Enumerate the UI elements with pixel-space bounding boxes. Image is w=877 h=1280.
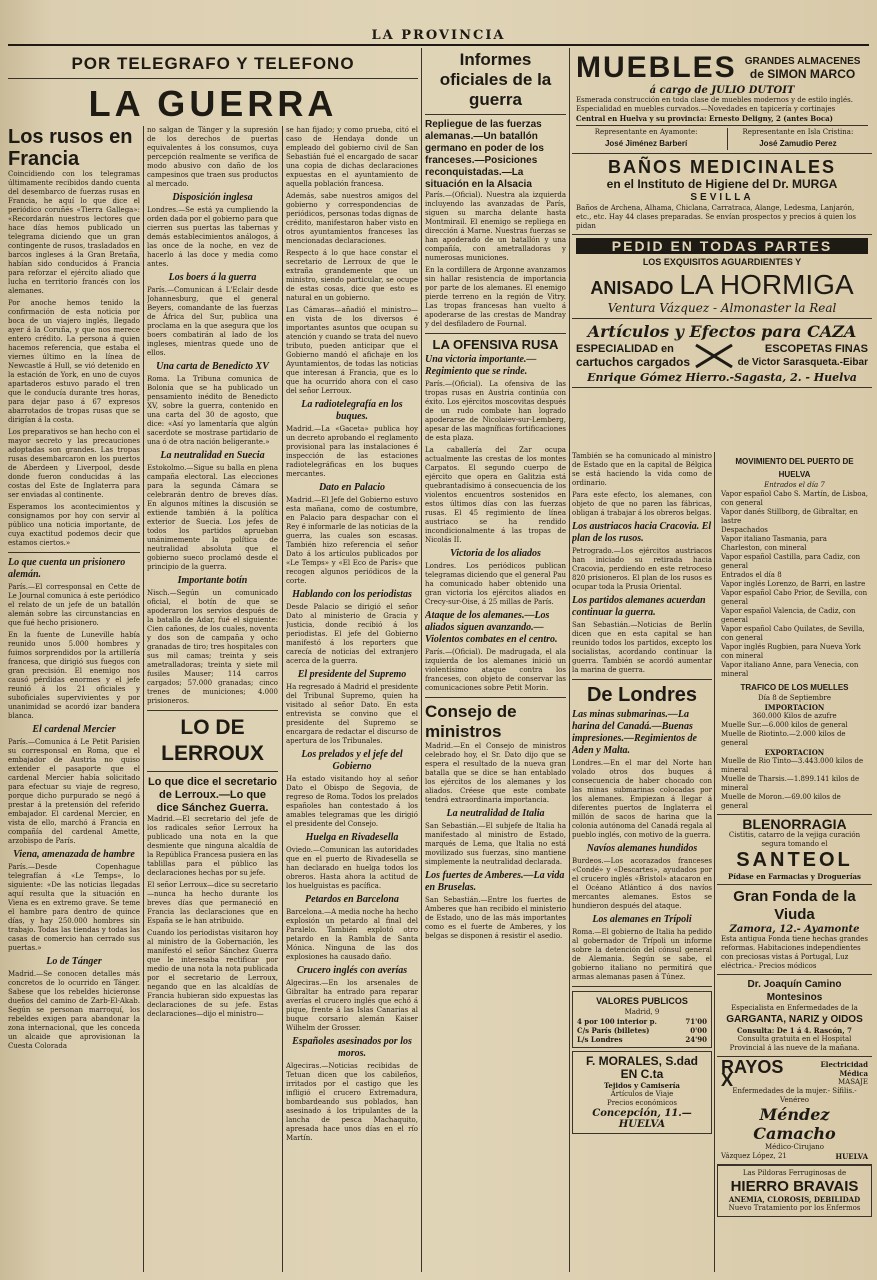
headline-consejo: Consejo de ministros xyxy=(425,702,517,741)
puerto-entry: Vapor inglés Rugbien, para Nueva York con mineral xyxy=(721,643,861,660)
subhead-botin: Importante botín xyxy=(177,575,248,586)
article-paragraph: En la cordillera de Argonne avanzamos sin hallar resistencia de importancia por parte de los alemanes. El enemigo pierde terreno en la región de Vitry. Las tropas francesas han vuelto á apoderarse de las crestas de Mandray y del desfiladero de Fournal. xyxy=(425,266,566,328)
subhead-lerroux: Lo que dice el secretario de Lerroux.—Lo que dice Sánchez Guerra. xyxy=(148,776,277,814)
headline-ofensiva-rusa: LA OFENSIVA RUSA xyxy=(432,337,559,352)
article-paragraph: Londres. Los periódicos publican telegramas diciendo que el general Pau ha comunicado haber obtenido una gran victoria los ejércitos aliados en Crecy-sur-Oise, á 25 millas de París. xyxy=(425,562,566,606)
subhead-partidos: Los partidos alemanes acuerdan continuar la guerra. xyxy=(572,595,706,618)
exportacion-entry: Muelle de Rio Tinto—3.443.000 kilos de mineral xyxy=(721,757,864,774)
article-paragraph: París.—(Oficial). La ofensiva de las tropas rusas en Austria continúa con éxito. Los ejércitos moscovitas después de un rudo combate han logrado apoderarse de Nicolaiev-sur-Lemberg, apesar de las magníficas fortificaciones de esta plaza. xyxy=(425,380,566,442)
article-paragraph: Madrid.—La «Gaceta» publica hoy un decreto aprobando el reglamento provisional para las instalaciones é inspección de las estaciones radiotelegráficas en los buques mercantes. xyxy=(286,425,418,478)
article-paragraph: Londres.—En el mar del Norte han volado otros dos buques á consecuencia de haber chocado con las minas submarinas colocadas por los alemanes. Empiezan á llegar á diferentes puertos de Inglaterra el millón de sacos de harina que la colonia autónoma del Canadá regala al pueblo inglés, con motivo de la guerra. xyxy=(572,759,712,839)
article-paragraph: El señor Lerroux—dice su secretario—nunca ha hecho durante los breves días que permaneció en Francia las declaraciones que en España se le han atribuido. xyxy=(147,881,278,925)
subhead-cracovia: Los austriacos hacia Cracovia. El plan de los rusos. xyxy=(572,521,712,544)
subhead-navios: Navíos alemanes hundidos xyxy=(586,843,698,854)
article-paragraph: Estokolmo.—Sigue su balla en plena campaña electoral. Las elecciones para la segunda Cámara se celebrarán dentro de breves días. En algunos mítines la discusión se extiende también á la política exterior de Suecia. Los jefes de todos los partidos aprueban unánimemente la política de neutralidad absoluta que el gobierno sueco proclamó desde el principio de la guerra. xyxy=(147,464,278,571)
ad-rayos: RAYOS X Electricidad Médica MASAJE Enfermedades de la mujer.- Sífilis.- Venéreo Méndez Camacho Médico-Cirujano Vázquez López, 21 HUELVA xyxy=(717,1057,872,1165)
article-paragraph: Nisch.—Según un comunicado oficial, el botín de que se apoderaron los servios después de la batalla de Adar, fué el siguiente: Cien cañones, de los cuales, noventa y dos son de campaña y ocho granadas de tiro; tres hospitales con sus mil camas; treinta y seis ametralladoras; treinta y siete mil fusiles Mauser; 114 carros cargados; 57.000 granadas; cinco trenes de municiones; 4.000 prisioneros. xyxy=(147,589,278,705)
valores-label: C/s París (billetes) xyxy=(577,1026,650,1035)
valores-row xyxy=(577,1035,707,1044)
puerto-entry: Vapor italiano Anne, para Venecia, con mineral xyxy=(721,661,859,678)
headline-lerroux: LO DE LERROUX xyxy=(161,716,264,765)
masthead-rule xyxy=(8,44,869,46)
article-paragraph: Ha estado visitando hoy al señor Dato el Obispo de Segovia, de regreso de Roma. Todos los prelados españoles han contestado á los amables telegramas que les dirigió el presidente del Consejo. xyxy=(286,775,418,828)
subhead-ataque: Ataque de los alemanes.—Los aliados siguen avanzando.—Violentos combates en el centro. xyxy=(425,610,558,645)
article-paragraph: se han fijado; y como prueba, citó el caso de Hendaya donde un empleado del gobierno civil de San Sebastián fué el encargado de sacar una copia de dichas declaraciones expuestas en el ayuntamiento de aquella población francesa. xyxy=(286,126,418,188)
article-paragraph: Madrid.—Se conocen detalles más concretos de lo ocurrido en Tánger. Sabese que los rebeldes hicieronse dueños del camino de Zarb-El-Akab. Según se personan marroquí, los rebeldes exigen para abandonar la zona internacional, que les conceda un alcaide que aprovisionan la Cuesta Colorada xyxy=(8,970,140,1050)
ad-caza: Artículos y Efectos para CAZA ESPECIALIDAD en cartuchos cargados ESCOPETAS FINAS de Victor Sarasqueta.-Eibar Enrique Gómez Hierro.-Sagasta, 2. - Huelva xyxy=(572,319,872,388)
subhead-suecia: La neutralidad en Suecia xyxy=(160,450,265,461)
ad-puerto: MOVIMIENTO DEL PUERTO DE HUELVA Entrados el día 7 Vapor español Cabo S. Martín, de Lisboa, con general Vapor danés Stillborg, de Gibraltar, en lastre Despachados Vapor italiano Tasmania, para Charleston, con mineral Vapor español Castilla, para Cadiz, con general Entrados el día 8 Vapor inglés Lorenzo, de Barri, en lastre Vapor español Cabo Prior, de Sevilla, con general Vapor español Valencia, de Cadiz, con general Vapor español Cabo Quilates, de Sevilla, con general Vapor inglés Rugbien, para Nueva York con mineral Vapor italiano Anne, para Venecia, con mineral TRAFICO DE LOS MUELLES Día 8 de Septiembre IMPORTACION 360.000 Kilos de azufre Muelle Sur.—6.000 kilos de general Muelle de Riotinto.—2.000 kilos de general EXPORTACION Muelle de Rio Tinto—3.443.000 kilos de mineral Muelle de Tharsis.—1.899.141 kilos de mineral Muelle de Moron.—69.00 kilos de general xyxy=(717,452,872,815)
article-paragraph: San Sebastián.—Entre los fuertes de Amberes que han recibido el ministerio de Estado, uno de las más importantes como es el fuerte de Amberes, y los belgas se disponen á resistir el asedio. xyxy=(425,896,566,940)
article-paragraph: Por anoche hemos tenido la confirmación de esta noticia por boca de un viajero inglés, llegado ayer á la Coruña, y que nos merece entero crédito. La persona á quien hacemos referencia, que estaba el viernes último en la línea de Newcastle á Hull, se vió detenido en la estación de York, en uno de cuyos apartaderos estuvo parado el tren que le conducía durante tres horas, para dejar paso á 67 expresos abarrotados de tropas rusas que se dirigían á la costa. xyxy=(8,299,140,424)
section-title: POR TELEGRAFO Y TELEFONO xyxy=(71,54,355,73)
importacion-entry: Muelle Sur.—6.000 kilos de general xyxy=(721,721,848,729)
article-paragraph: Roma.—El gobierno de Italia ha pedido al gobernador de Trípoli un informe sobre la detención del cónsul general de Alemania. Según se sabe, el gobierno italiano no permitirá que armas alemanas pasen á Túnez. xyxy=(572,928,712,981)
subhead-petardos: Petardos en Barcelona xyxy=(305,894,399,905)
subhead-victoria-importante: Una victoria importante.—Regimiento que se rinde. xyxy=(425,354,537,377)
exportacion-entry: Muelle de Tharsis.—1.899.141 kilos de mineral xyxy=(721,775,860,792)
valores-list xyxy=(577,1017,707,1044)
masthead: LA PROVINCIA xyxy=(371,28,506,43)
ad-valores: VALORES PUBLICOS Madrid, 9 4 por 100 interior p. 71'00 C/s París (billetes) 0'00 L/s Londres 24'90 xyxy=(572,991,712,1048)
article-paragraph: Coincidiendo con los telegramas últimamente recibidos dando cuenta del desembarco de fuerzas rusas en Francia, he aquí lo que dice el periódico coruñés «Tierra Gallega»: «Recordarán nuestros lectores que hace días hemos publicado un telegrama diciendo que un gran contingente de rusos, trasladados en barcos ingleses á la Gran Bretaña, habían sido conducidos á Francia para reforzar el ejército aliado que lucha en territorio francés con los alemanes. xyxy=(8,170,140,295)
article-paragraph: Respecto á lo que hace constar el secretario de Lerroux de que le extraña grandemente que un ministro, siendo particular, se ocupe de estas cosas, dice que esto es natural en un gobierno. xyxy=(286,249,418,302)
valores-value: 71'00 xyxy=(685,1017,707,1026)
valores-value: 0'00 xyxy=(690,1026,707,1035)
article-paragraph: Algeciras.—Noticias recibidas de Tetuan dicen que los cabileños, irritados por el castigo que les infligió el crucero Extremadura, bombardeando sus poblados, han asesinado á los tripulantes de la lancha de pesca Machaquito, apresada hace unos días en el río Martín. xyxy=(286,1062,418,1142)
ad-hierro: Las Pildoras Ferruginosas de HIERRO BRAVAIS ANEMIA, CLOROSIS, DEBILIDAD Nuevo Tratamiento por los Enfermos xyxy=(717,1165,872,1217)
article-paragraph: Barcelona.—A media noche ha hecho explosión un petardo al final del Paralelo. También explotó otro petardo en la Rambla de Santa Mónica. Ninguna de las dos explosiones ha causado daño. xyxy=(286,908,418,961)
puerto-entry: Vapor inglés Lorenzo, de Barri, en lastre xyxy=(721,580,866,588)
article-paragraph: París.—Comunican á L'Eclair desde Johannesburg, que el general Beyers, comandante de las fuerzas de África del Sur, publica una proclama en la que asegura que los boers combatirán al lado de los ingleses, mientras quede uno de ellos. xyxy=(147,286,278,357)
valores-label: L/s Londres xyxy=(577,1035,623,1044)
article-paragraph: Burdeos.—Los acorazados franceses «Condé» y «Descartes», ayudados por el crucero inglés «Bristol» atacaron en el Océano Atlántico á dos navíos mercantes alemanes. Estos se hundieron después del ataque. xyxy=(572,857,712,910)
subhead-viena: Viena, amenazada de hambre xyxy=(13,849,135,860)
column-1 xyxy=(8,126,140,1274)
subhead-prisionero: Lo que cuenta un prisionero alemán. xyxy=(8,557,126,580)
article-paragraph: Ha regresado á Madrid el presidente del Tribunal Supremo, quien ha visitado al señor Dato. En esta entrevista se convino que el presidente del Supremo se encargara de redactar el discurso de apertura de los Tribunales. xyxy=(286,683,418,745)
article-paragraph: Madrid.—El Jefe del Gobierno estuvo esta mañana, como de costumbre, en Palacio para despachar con el Rey é informarle de las noticias de la guerra, las cuales son escasas. También hizo referencia el señor Dato á los artículos publicados por «Le Temps» y «El Eco de París» que recogen algunos periódicos de la corte. xyxy=(286,496,418,585)
puerto-entry: Vapor español Cabo Quilates, de Sevilla, con general xyxy=(721,625,865,642)
muebles-title: MUEBLES xyxy=(576,51,737,84)
ad-morales: F. MORALES, S.dad EN C.ta Tejidos y Camisería Artículos de Viaje Precios económicos Concepción, 11.—HUELVA xyxy=(572,1051,712,1134)
subhead-londres: Las minas submarinas.—La harina del Canadá.—Buenas impresiones.—Regimientos de Aden y Malta. xyxy=(572,709,697,756)
ad-blenorragia: BLENORRAGIA Cistitis, catarro de la vejiga curación segura tomando el SANTEOL Pídase en Farmacias y Droguerías xyxy=(717,815,872,885)
ad-muebles: MUEBLES GRANDES ALMACENES de SIMON MARCO á cargo de JULIO DUTOIT Esmerada construcción en toda clase de muebles modernos y de estilo inglés. Especialidad en muebles curvados.—Novedades en tapicería y cortinajes Central en Huelva y su provincia: Ernesto Deligny, 2 (antes Boca) Representante en Ayamonte: José Jiménez Barberí Representante en Isla Cristina: José Zamudio Perez xyxy=(572,48,872,154)
puerto-entry: Despachados xyxy=(721,526,768,534)
subhead-periodistas: Hablando con los periodistas xyxy=(292,589,412,600)
rifle-icon xyxy=(694,341,734,371)
subhead-repliegue: Repliegue de las fuerzas alemanas.—Un batallón germano en poder de los franceses.—Posiciones reconquistadas.—La situación en la Alsacia xyxy=(425,119,544,190)
valores-label: 4 por 100 interior p. xyxy=(577,1017,657,1026)
ad-montesinos: Dr. Joaquín Camino Montesinos Especialista en Enfermedades de la GARGANTA, NARIZ y OIDOS Consulta: De 1 á 4. Rascón, 7 Consulta gratuita en el Hospital Provincial á las nueve de la mañana. xyxy=(717,975,872,1057)
valores-value: 24'90 xyxy=(685,1035,707,1044)
ad-fonda: Gran Fonda de la Viuda Zamora, 12.- Ayamonte Esta antigua Fonda tiene hechas grandes reformas. Habitaciones independientes con preciosas vistas á Portugal, Luz eléctrica.- Precios módicos xyxy=(717,885,872,975)
headline-informes: Informes oficiales de la guerra xyxy=(439,50,552,109)
puerto-entry: Vapor español Cabo Prior, de Sevilla, con general xyxy=(721,589,868,606)
article-paragraph: Además, sabe nuestros amigos del gobierno y correspondencias de periódicos, personas todas dignas de crédito, manifestaron haber visto en otros ayuntamientos franceses las mencionadas declaraciones. xyxy=(286,192,418,245)
puerto-entry: Vapor italiano Tasmania, para Charleston, con mineral xyxy=(721,535,827,552)
puerto-entry: Entrados el día 8 xyxy=(721,571,782,579)
subhead-espanoles: Españoles asesinados por los moros. xyxy=(292,1036,412,1059)
main-headline-box xyxy=(8,84,418,124)
subhead-huelga: Huelga en Rivadesella xyxy=(305,832,399,843)
ad-banos: BAÑOS MEDICINALES en el Instituto de Higiene del Dr. MURGA SEVILLA Baños de Archena, Alhama, Chiclana, Carratraca, Alange, Ledesma, Lanjarón, etc., etc. Hay 44 clases preparadas. Se envían prospectos y precios á quien los pidan xyxy=(572,154,872,235)
puerto-entry: Vapor danés Stillborg, de Gibraltar, en lastre xyxy=(721,508,858,525)
subhead-italia: La neutralidad de Italia xyxy=(446,808,545,819)
puerto-entry: Vapor español Cabo S. Martín, de Lisboa, con general xyxy=(721,490,868,507)
subhead-amberes: Los fuertes de Amberes.—La vida en Bruselas. xyxy=(425,870,565,893)
subhead-boers: Los boers á la guerra xyxy=(168,272,257,283)
subhead-tripoli: Los alemanes en Trípoli xyxy=(592,914,692,925)
article-paragraph: San Sebastián.—Noticias de Berlín dicen que en esta capital se han reunido todos los partidos, excepto los socialistas, acordando continuar la guerra. También se acordó aumentar la marina de guerra. xyxy=(572,621,712,674)
subhead-benedicto: Una carta de Benedicto XV xyxy=(156,361,269,372)
article-paragraph: París.—El corresponsal en Cette de Le Journal comunica á este periódico el relato de un jefe de un batallón alemán sobre las circunstancias en que fué hecho prisionero. xyxy=(8,583,140,627)
main-headline: LA GUERRA xyxy=(88,84,338,124)
valores-row xyxy=(577,1017,707,1026)
article-paragraph: Esperamos los acontecimientos y consignamos por hoy con servir al público una noticia importante, de cuya exactitud podemos decir que estamos ciertos.» xyxy=(8,503,140,547)
subhead-supremo: El presidente del Supremo xyxy=(297,669,407,680)
column-4 xyxy=(425,48,566,1274)
exportacion-entry: Muelle de Moron.—69.00 kilos de general xyxy=(721,793,841,810)
article-paragraph: La caballería del Zar ocupa actualmente las crestas de los montes Carpatos. El segundo cuerpo de ejército que opera en Galitzia está quebrantadísimo á consecuencia de los violentos encuentros sostenidos en estos últimos días con las fuerzas rusas. El 45 regimiento de línea austriaco se ha rendido incondicionalmente á las tropas de Nicolás II. xyxy=(425,446,566,544)
puerto-list xyxy=(721,490,868,679)
article-paragraph: Los preparativos se han hecho con el mayor secreto y las precauciones adoptadas son grandes. Las tropas rusas desembarcaron en los puertos de Aberdeen y Liverpool, desde donde fueron conducidas á las costas del Este de Inglaterra para ser enviadas al continente. xyxy=(8,428,140,499)
subhead-crucero: Crucero inglés con averías xyxy=(296,965,408,976)
article-paragraph: Petrogrado.—Los ejércitos austriacos han iniciado su retirada hacia Cracovia, perdiendo en este retroceso 820 prisioneros. El plan de los rusos es ocupar toda la Prusia Oriental. xyxy=(572,547,712,591)
article-paragraph: no salgan de Tánger y la supresión de los derechos de puertas equivalentes á los consumos, cuya percepción realmente se verifica de modo abusivo con daño de los campesinos que traen sus productos al mercado. xyxy=(147,126,278,188)
article-paragraph: Londres.—Se está ya cumpliendo la orden dada por el gobierno para que cierren sus puertas las tabernas y demás establecimientos análogos, á las once de la noche, en vez de hacerlo á las doce y media como antes. xyxy=(147,206,278,268)
ads-top xyxy=(572,48,872,448)
article-paragraph: París.—(Oficial). Nuestra ala izquierda incluyendo las avanzadas de París, siguen su marcha delante hasta Montmirail. El enemigo se repliega en dirección á Marne. Nuestras fuerzas se han apoderado de un batallón y una compañía, con ametralladoras y numerosas municiones. xyxy=(425,191,566,262)
article-paragraph: Desde Palacio se dirigió el señor Dato al ministerio de Gracia y Justicia, donde recibió á los periodistas. El jefe del Gobierno manifestó á los reporters que carecía de noticias del extranjero acerca de la guerra. xyxy=(286,603,418,665)
article-paragraph: También se ha comunicado al ministro de Estado que en la capital de Bélgica se está haciendo la vida como de ordinario. xyxy=(572,452,712,487)
article-paragraph: San Sebastián.—El subjefe de Italia ha manifestado al ministro de Estado, marqués de Lema, que Italia no está movilizado sus fuerzas, sino mantiene simplemente la neutralidad declarada. xyxy=(425,822,566,866)
column-2 xyxy=(147,126,278,1274)
article-paragraph: Algeciras.—En los arsenales de Gibraltar ha entrado para reparar averías el crucero inglés que echó á pique, frente á las Islas Canarias al buque corsario alemán Kaiser Wilhelm der Grosser. xyxy=(286,979,418,1032)
importacion-entry: Muelle de Riotinto.—2.000 kilos de general xyxy=(721,730,846,747)
article-paragraph: Las Cámaras—añadió el ministro—en vista de los diversos é importantes asuntos que ocupan su atención y cuando se trata del nuevo tributo, pueden anticipar que el Gobierno mandó el afichaje en los Ayuntamientos, de todas las noticias que interesan á Francia, que es lo que ha ocurrido ahora con el caso del señor Lerroux. xyxy=(286,306,418,395)
ad-hormiga: PEDID EN TODAS PARTES LOS EXQUISITOS AGUARDIENTES Y ANISADO LA HORMIGA Ventura Vázquez - Almonaster la Real xyxy=(572,235,872,319)
article-paragraph: París.—Desde Copenhague telegrafían á «Le Temps», lo siguiente: «De las noticias llegadas aquí resulta que la situación en Viena es en extremo grave. Se teme el hambre para dentro de quince días, y hay 250.000 hombres sin trabajo. Todas las tiendas y todas las casas de comercio han cerrado sus puertas.» xyxy=(8,863,140,952)
column-5 xyxy=(572,452,712,1274)
article-paragraph: En la fuente de Luneville había reunido unos 5.000 hombres y fuimos sorprendidos por la artillería francesa, que dirigió sus fuegos con gran precisión. El enemigo nos causó pérdidas enormes y el jefe reunió á los 21 oficiales y suboficiales supervivientes y por unanimidad se acordó izar bandera blanca. xyxy=(8,631,140,720)
article-paragraph: Roma. La Tribuna comunica de Bolonia que se ha publicado un pensamiento inédito de Benedicto XV, sobre la guerra, contenido en una carta del 30 de agosto, que dice: «Así yo lamentaría que algún sacerdote se mostrase partidario de una ó de otra nación beligerante.» xyxy=(147,375,278,446)
column-6-ads xyxy=(717,452,872,1274)
article-paragraph: Madrid.—El secretario del jefe de los radicales señor Lerroux ha publicado una nota en la que desmiente que ninguna alcaldía de la República Francesa pusiera en las tablillas para el público las declaraciones hechas por su jefe. xyxy=(147,815,278,877)
article-paragraph: Cuando los periodistas visitaron hoy al ministro de la Gobernación, les manifestó el señor Sánchez Guerra que le interesaba rectificar por medio de una nota la nota publicada por el secretario de Lerroux, negando que en las alcaldías de Francia hubieran sido expuestas las declaraciones de su jefe. Estas declaraciones—dijo el ministro— xyxy=(147,929,278,1018)
article-paragraph: Oviedo.—Comunican las autoridades que en el puerto de Rivadesella se han declarado en huelga todos los obreros. Hasta ahora la actitud de los huelguistas es pacífica. xyxy=(286,846,418,890)
headline-londres: De Londres xyxy=(586,684,698,706)
subhead-radio: La radiotelegrafía en los buques. xyxy=(301,399,403,422)
puerto-entry: Vapor español Castilla, para Cadiz, con general xyxy=(721,553,861,570)
subhead-prelados: Los prelados y el jefe del Gobierno xyxy=(301,749,403,772)
subhead-mercier: El cardenal Mercier xyxy=(32,724,116,735)
headline-rusos: Los rusos en Francia xyxy=(8,126,133,170)
article-paragraph: París.—(Oficial). De madrugada, el ala izquierda de los alemanes inició un violentísimo ataque contra los franceses, con objeto de conservar las comunicaciones sobre Petit Morin. xyxy=(425,648,566,692)
article-paragraph: Madrid.—En el Consejo de ministros celebrado hoy, el Sr. Dato dijo que se espera el resultado de la nueva gran batalla que se dice se han entablado los ejércitos de los alemanes y los aliados. Créese que este combate tendrá extraordinaria importancia. xyxy=(425,742,566,804)
subhead-inglesa: Disposición inglesa xyxy=(172,192,253,203)
subhead-tanger: Lo de Tánger xyxy=(46,956,102,967)
article-paragraph: Para este efecto, los alemanes, con objeto de que no paren las fábricas, obligan á trabajar á los obreros belgas. xyxy=(572,491,712,517)
article-paragraph: París.—Comunica á Le Petit Parisien su corresponsal en Roma, que el embajador de Austria no quiso extender el pasaporte que el cardenal Mercier había solicitado para efectuar su viaje de regreso, porque dicho purpurado se negó á prestar á la pretensión del referido embajador. El cardenal Mercier, en vista de ello, marchó á Francia en compañía del cardenal Amette, arzobispo de París. xyxy=(8,738,140,845)
puerto-entry: Vapor español Valencia, de Cadiz, con general xyxy=(721,607,856,624)
subhead-victoria-aliados: Victoria de los aliados xyxy=(450,548,541,559)
valores-row xyxy=(577,1026,707,1035)
subhead-palacio: Dato en Palacio xyxy=(318,482,386,493)
divider xyxy=(8,78,418,79)
column-3 xyxy=(286,126,418,1274)
